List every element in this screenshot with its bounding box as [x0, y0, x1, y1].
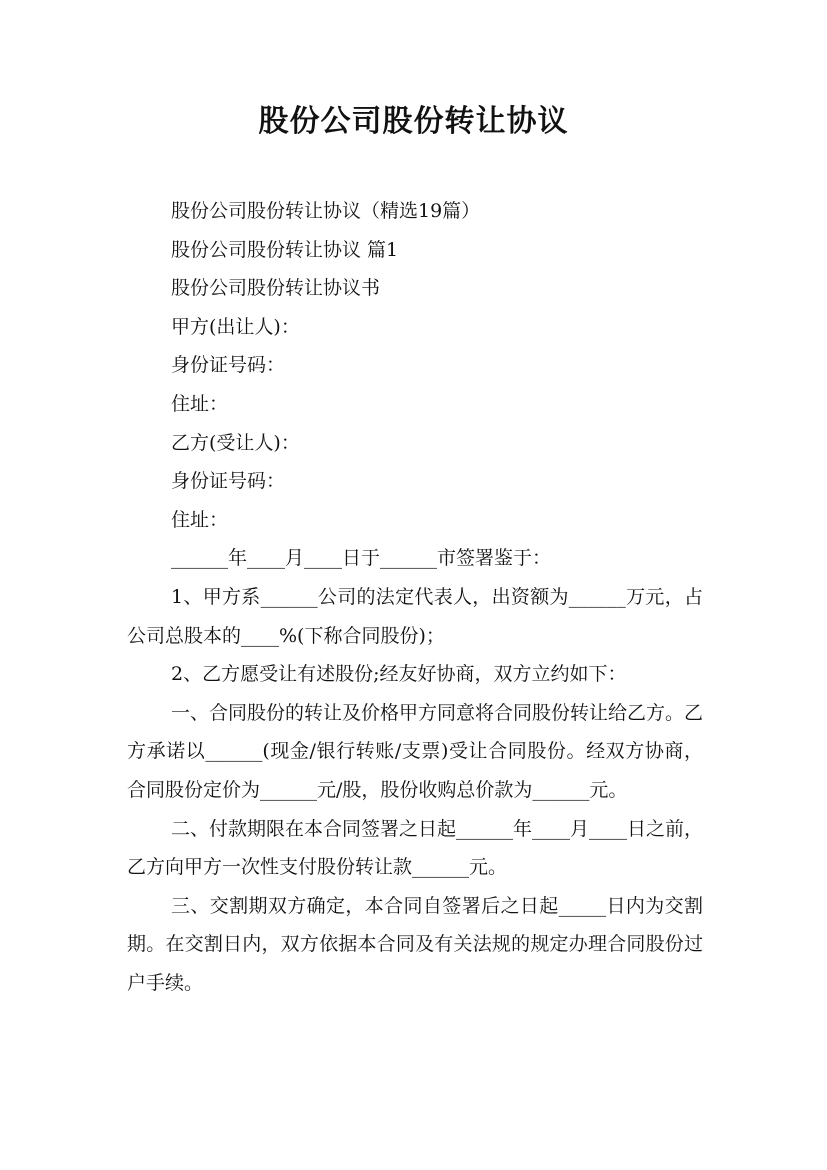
subtitle-line: 股份公司股份转让协议（精选19篇） [171, 200, 481, 222]
delivery-period-paragraph: 三、交割期双方确定，本合同自签署后之日起_____日内为交割期。在交割日内，双方依据本合同及有关法规的规定办理合同股份过户手续。 [127, 894, 703, 994]
party-b-id-label: 身份证号码： [171, 470, 286, 493]
document-title: 股份公司股份转让协议 [258, 104, 569, 139]
party-a-address-label: 住址： [171, 392, 229, 415]
party-b-address-label: 住址： [171, 508, 229, 531]
agreement-heading: 股份公司股份转让协议书 [171, 277, 381, 300]
clause-2-paragraph: 2、乙方愿受让有述股份;经友好协商，双方立约如下： [171, 663, 627, 686]
party-a-label: 甲方(出让人)： [171, 315, 300, 338]
party-b-label: 乙方(受让人)： [171, 431, 300, 454]
clause-1-paragraph: 1、甲方系______公司的法定代表人，出资额为______万元，占公司总股本的____%(下称合同股份)； [127, 585, 703, 647]
section-heading: 股份公司股份转让协议 篇1 [171, 238, 399, 261]
document-body [127, 192, 703, 1002]
payment-term-paragraph: 二、付款期限在本合同签署之日起______年____月____日之前，乙方向甲方一次性支付股份转让款______元。 [127, 817, 704, 879]
signing-date-line: ______年____月____日于______市签署鉴于： [171, 547, 552, 570]
party-a-id-label: 身份证号码： [171, 354, 286, 377]
transfer-price-paragraph: 一、合同股份的转让及价格甲方同意将合同股份转让给乙方。乙方承诺以______(现金/银行转账/支票)受让合同股份。经双方协商，合同股份定价为______元/股，股份收购总价款为______元。 [127, 701, 704, 801]
